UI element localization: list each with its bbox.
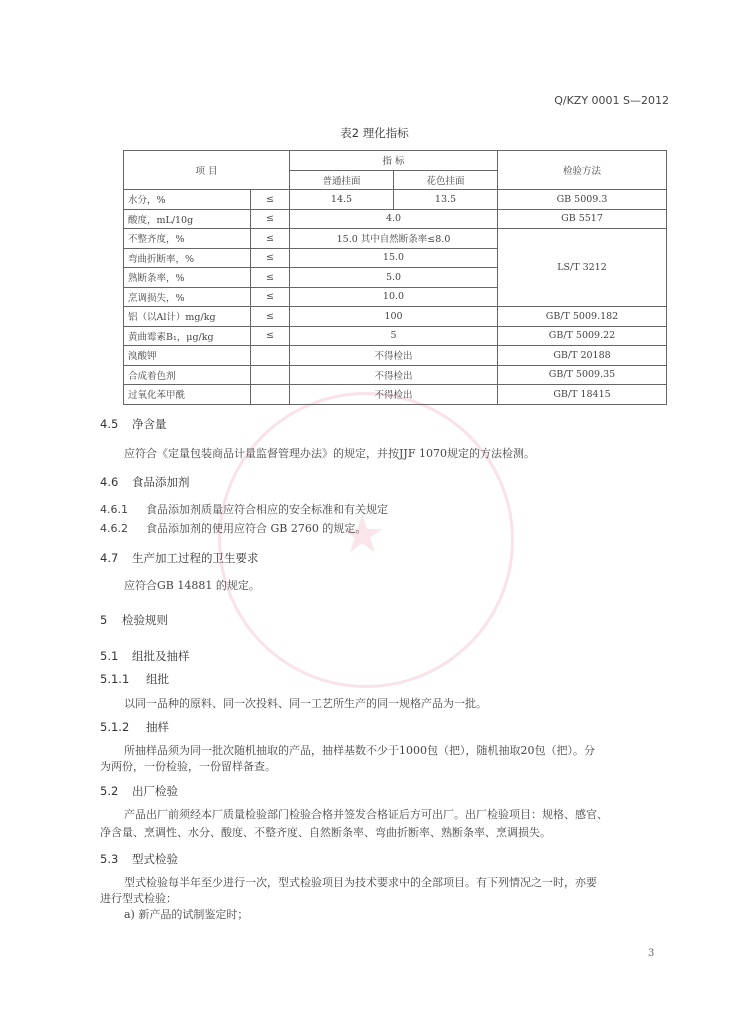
row-item: 水分，% [124,190,251,210]
row-operator [251,346,290,366]
row-item: 溴酸钾 [124,346,251,366]
section-number: 4.6 [100,475,119,489]
section-title: 检验规则 [122,613,168,627]
row-operator: ≤ [251,248,290,268]
section-heading-5-3 [100,851,178,867]
page-number: 3 [648,948,655,959]
row-item: 烹调损失，% [124,287,251,307]
row-value-plain: 14.5 [290,190,394,210]
section-heading-5 [100,612,168,628]
section-title: 出厂检验 [132,784,178,798]
row-value: 15.0 [290,248,498,268]
row-value: 5 [290,326,498,346]
header-plain-noodles: 普通挂面 [290,170,394,190]
row-value: 100 [290,307,498,327]
table-header-row [124,151,667,171]
row-value-colored: 13.5 [394,190,498,210]
section-title: 抽样 [146,720,169,734]
row-method: GB/T 20188 [498,346,667,366]
paragraph: 应符合GB 14881 的规定。 [124,579,260,592]
row-value: 不得检出 [290,346,498,366]
section-title: 组批 [146,672,169,686]
row-operator: ≤ [251,268,290,288]
clause-text: 食品添加剂的使用应符合 GB 2760 的规定。 [146,522,367,535]
row-method: GB/T 5009.182 [498,307,667,327]
section-number: 5.3 [100,852,119,866]
clause-4-6-1 [100,500,388,520]
paragraph-line: 净含量、烹调性、水分、酸度、不整齐度、自然断条率、弯曲折断率、熟断条率、烹调损失。 [100,826,551,839]
section-heading-4-6 [100,474,190,490]
paragraph-line: 产品出厂前须经本厂质量检验部门检验合格并签发合格证后方可出厂。出厂检验项目：规格、感官、 [124,808,608,821]
row-operator [251,385,290,405]
table-row [124,385,667,405]
clause-number: 4.6.1 [100,503,128,516]
row-method: GB/T 18415 [498,385,667,405]
star-icon: ★ [339,505,386,565]
paragraph: 应符合《定量包装商品计量监督管理办法》的规定，并按JJF 1070规定的方法检测。 [124,447,535,460]
clause-number: 4.6.2 [100,522,128,535]
list-item: a) 新产品的试制鉴定时； [124,908,249,921]
row-operator [251,365,290,385]
row-item: 铝（以Al计）mg/kg [124,307,251,327]
section-number: 4.7 [100,551,119,565]
row-item: 不整齐度，% [124,229,251,249]
section-heading-5-1 [100,648,190,664]
row-operator: ≤ [251,190,290,210]
section-number: 5.1 [100,649,119,663]
row-item: 熟断条率，% [124,268,251,288]
section-title: 型式检验 [132,852,178,866]
table-title: 表2 理化指标 [340,126,409,140]
row-operator: ≤ [251,229,290,249]
section-heading-5-1-2 [100,719,169,735]
row-value: 15.0 其中自然断条率≤8.0 [290,229,498,249]
section-number: 5.2 [100,784,119,798]
standard-code: Q/KZY 0001 S—2012 [554,94,669,107]
clause-4-6-2 [100,519,366,539]
row-operator: ≤ [251,326,290,346]
section-title: 净含量 [132,417,167,431]
row-item: 酸度，mL/10g [124,209,251,229]
row-operator: ≤ [251,209,290,229]
row-operator: ≤ [251,287,290,307]
header-colored-noodles: 花色挂面 [394,170,498,190]
table-row [124,209,667,229]
paragraph: 以同一品种的原料、同一次投料、同一工艺所生产的同一规格产品为一批。 [124,697,487,710]
section-title: 生产加工过程的卫生要求 [132,551,259,565]
paragraph-line: 所抽样品须为同一批次随机抽取的产品，抽样基数不少于1000包（把），随机抽取20包（把）。分 [124,744,595,757]
row-operator: ≤ [251,307,290,327]
row-item: 黄曲霉素B₁，μg/kg [124,326,251,346]
row-value: 5.0 [290,268,498,288]
row-method: GB 5009.3 [498,190,667,210]
section-number: 5.1.2 [100,720,130,734]
row-value: 4.0 [290,209,498,229]
header-method: 检验方法 [498,151,667,190]
section-title: 组批及抽样 [132,649,190,663]
section-heading-4-5 [100,416,167,432]
section-heading-5-2 [100,783,178,799]
row-value: 不得检出 [290,365,498,385]
header-indicator: 指 标 [290,151,498,171]
row-item: 弯曲折断率，% [124,248,251,268]
table-row [124,326,667,346]
section-title: 食品添加剂 [132,475,190,489]
row-value: 10.0 [290,287,498,307]
header-item: 项 目 [124,151,290,190]
row-method: GB/T 5009.22 [498,326,667,346]
table-row [124,307,667,327]
paragraph-line: 进行型式检验： [100,892,177,905]
table-row [124,229,667,249]
row-method: LS/T 3212 [498,229,667,307]
section-heading-4-7 [100,550,259,566]
row-value: 不得检出 [290,385,498,405]
table-row [124,346,667,366]
section-number: 5.1.1 [100,672,130,686]
section-number: 4.5 [100,417,119,431]
red-seal-stamp [218,392,514,688]
section-heading-5-1-1 [100,671,169,687]
physicochemical-table [123,150,667,405]
row-method: GB 5517 [498,209,667,229]
table-row [124,365,667,385]
section-number: 5 [100,613,108,627]
paragraph-line: 为两份，一份检验，一份留样备查。 [100,760,276,773]
paragraph-line: 型式检验每半年至少进行一次，型式检验项目为技术要求中的全部项目。有下列情况之一时，亦要 [124,876,597,889]
row-item: 合成着色剂 [124,365,251,385]
row-method: GB/T 5009.35 [498,365,667,385]
row-item: 过氧化苯甲酰 [124,385,251,405]
table-row [124,190,667,210]
clause-text: 食品添加剂质量应符合相应的安全标准和有关规定 [146,503,388,516]
